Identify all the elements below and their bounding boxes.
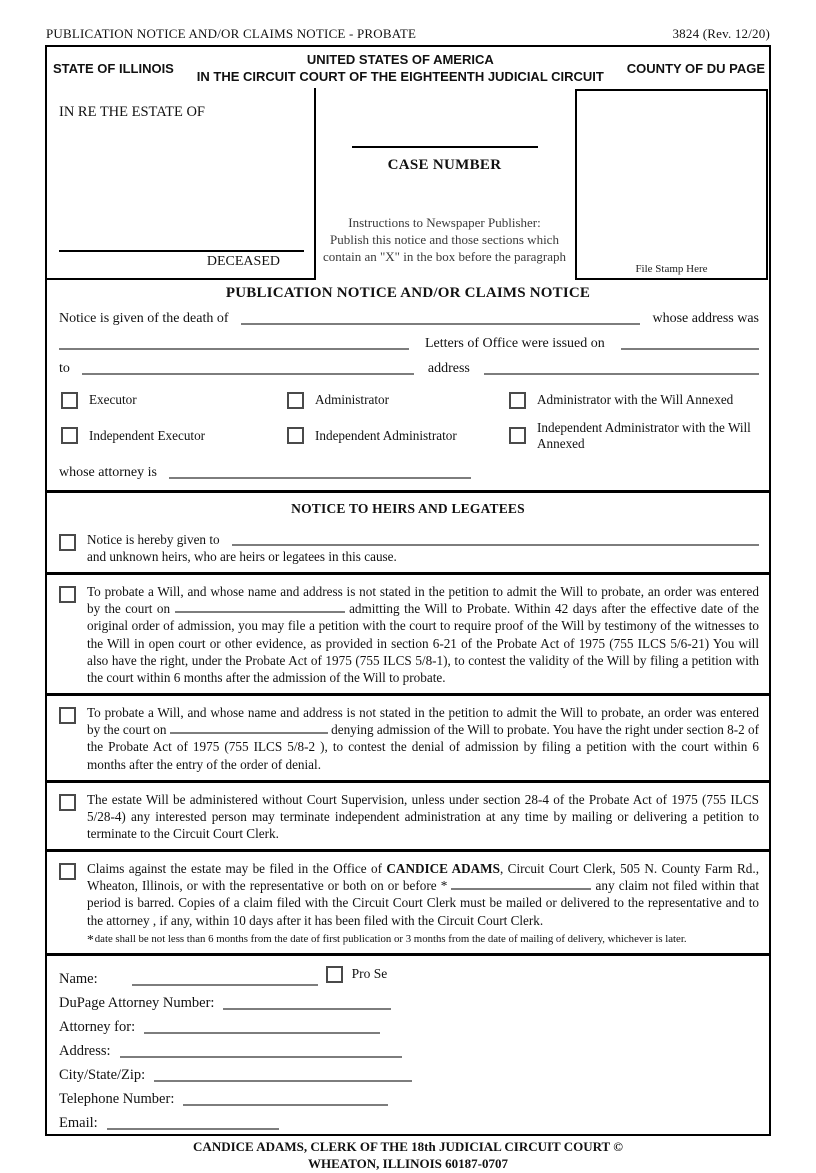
form-title-header: PUBLICATION NOTICE AND/OR CLAIMS NOTICE - PROBATE [46, 26, 417, 41]
section-divider [47, 849, 769, 852]
independent-administrator-will-annexed-checkbox[interactable] [509, 427, 526, 444]
issued-to-field[interactable] [82, 373, 414, 375]
telephone-row [59, 1091, 759, 1108]
pro-se-checkbox[interactable] [326, 966, 343, 983]
name-field[interactable] [132, 984, 318, 986]
publication-notice-title: PUBLICATION NOTICE AND/OR CLAIMS NOTICE [225, 284, 591, 301]
city-state-zip-field[interactable] [154, 1080, 412, 1082]
deny-post-text: denying admission of the Will to probate. You have the right under section 8-2 of the Probate Act of 1975 (755 ILCS 5/8-2 ), to contest the denial of admission by filing a petition with the court within 6 months after the entry of the order of denial. [87, 722, 759, 772]
pro-se-option [326, 966, 388, 983]
death-pre-label: Notice is given of the death of [59, 310, 229, 326]
letters-row [59, 336, 759, 352]
address-field[interactable] [120, 1056, 402, 1058]
footer-line2: WHEATON, ILLINOIS 60187-0707 [308, 1155, 508, 1171]
footer-line1: CANDICE ADAMS, CLERK OF THE 18th JUDICIAL CIRCUIT COURT © [193, 1138, 623, 1154]
letters-date-field[interactable] [621, 348, 759, 350]
supervision-text: The estate Will be administered without Court Supervision, unless under section 28-4 of the Probate Act of 1975 (755 ILCS 5/28-4) any interested person may terminate independent administration at any time by mailing or delivering a petition to terminate to the Circuit Court Clerk. [87, 791, 759, 841]
circuit-label: IN THE CIRCUIT COURT OF THE EIGHTEENTH JUDICIAL CIRCUIT [196, 68, 604, 84]
name-label: Name: [59, 970, 98, 987]
file-stamp-box [575, 89, 768, 280]
deny-will-checkbox[interactable] [59, 707, 76, 724]
claims-post-text: any claim not filed within that period is barred. Copies of a claim filed with the Circuit Court Clerk must be mailed or delivered to the representative and to the attorney , if any, within 10 days after it has been filed with the Circuit Court Clerk. [87, 878, 759, 928]
attorney-name-field[interactable] [169, 477, 471, 479]
section-divider [47, 693, 769, 696]
county-label: COUNTY OF DU PAGE [626, 61, 765, 77]
section-divider [47, 953, 769, 956]
letters-label: Letters of Office were issued on [425, 335, 605, 351]
heirs-title: NOTICE TO HEIRS AND LEGATEES [291, 500, 525, 516]
dupage-number-label: DuPage Attorney Number: [59, 994, 215, 1011]
to-label: to [59, 360, 70, 376]
claims-pre-text: Claims against the estate may be filed in the Office of [87, 861, 382, 877]
email-label: Email: [59, 1114, 98, 1131]
deny-will-paragraph [59, 704, 759, 773]
page-header [0, 0, 816, 45]
city-state-zip-row [59, 1067, 759, 1084]
deny-pre-text: To probate a Will, and whose name and address is not stated in the petition to admit the Will to probate, an order was entered by the court on [87, 705, 759, 738]
claims-footnote: *date shall be not less than 6 months from the date of first publication or 3 months from the date of mailing of delivery, whichever is later. [87, 931, 687, 947]
deceased-label: DECEASED [206, 253, 280, 269]
file-stamp-label: File Stamp Here [635, 262, 708, 275]
admit-post-text: admitting the Will to Probate. Within 42 days after the effective date of the original order of admission, you may file a petition with the court to require proof of the Will by testimony of the witnesses to the Will in open court or other evidence, as provided in section 6-21 of the Probate Act of 1975 (755 ILCS 5/6-21) You will also have the right, under the Probate Act of 1975 (755 ILCS 5/8-1), to contest the validity of the Will by filing a petition with the court within 6 months after the admission of the Will to probate. [87, 601, 760, 685]
role-label: Independent Administrator with the Will Annexed [537, 419, 751, 451]
estate-caption-box [47, 88, 316, 280]
dupage-number-row [59, 995, 759, 1012]
city-state-zip-label: City/State/Zip: [59, 1066, 146, 1083]
deny-date-field[interactable] [170, 721, 328, 734]
section-divider [47, 572, 769, 575]
administrator-will-annexed-checkbox[interactable] [509, 392, 526, 409]
telephone-field[interactable] [183, 1104, 388, 1106]
role-option [61, 392, 287, 409]
caption-row [47, 88, 769, 280]
administrator-checkbox[interactable] [287, 392, 304, 409]
name-row [59, 966, 759, 988]
court-title [174, 52, 627, 86]
role-label: Independent Administrator [315, 427, 457, 443]
heirs-notice-paragraph [59, 531, 759, 565]
admit-will-paragraph [59, 583, 759, 686]
death-notice-row [59, 311, 759, 327]
court-header [47, 47, 769, 88]
independent-executor-checkbox[interactable] [61, 427, 78, 444]
publisher-instructions: Instructions to Newspaper Publisher: Publish this notice and those sections which contain an "X" in the box before the paragraph [322, 214, 567, 265]
supervision-checkbox[interactable] [59, 794, 76, 811]
case-number-label: CASE NUMBER [387, 156, 502, 173]
file-stamp-area [573, 88, 769, 280]
supervision-paragraph [59, 791, 759, 842]
role-label: Independent Executor [89, 427, 206, 443]
address-field-1[interactable] [59, 348, 409, 350]
email-field[interactable] [107, 1128, 279, 1130]
role-label: Administrator [315, 392, 389, 408]
death-post-label: whose address was [652, 310, 759, 326]
nation-label: UNITED STATES OF AMERICA [306, 52, 494, 67]
clerk-footer [0, 1139, 816, 1173]
address-label: address [427, 360, 470, 376]
claims-mid-text: , Circuit Court Clerk, 505 N. County Farm Rd., Wheaton, Illinois, or with the representative or both on or before * [87, 861, 759, 894]
role-option [509, 392, 761, 409]
case-number-area [316, 88, 573, 280]
section-divider [47, 490, 769, 493]
form-number: 3824 (Rev. 12/20) [672, 26, 770, 41]
attorney-for-field[interactable] [144, 1032, 380, 1034]
claims-checkbox[interactable] [59, 863, 76, 880]
attorney-row [59, 465, 759, 481]
role-option [287, 392, 509, 409]
claims-date-field[interactable] [451, 877, 591, 890]
form-outer-box [45, 45, 771, 1136]
representative-address-field[interactable] [484, 373, 759, 375]
in-re-estate-label: IN RE THE ESTATE OF [59, 103, 205, 120]
admit-date-field[interactable] [175, 600, 345, 613]
dupage-number-field[interactable] [223, 1008, 391, 1010]
state-label: STATE OF ILLINOIS [53, 61, 174, 77]
role-label: Executor [89, 392, 137, 408]
email-row [59, 1115, 759, 1132]
telephone-label: Telephone Number: [59, 1090, 175, 1107]
decedent-name-field[interactable] [241, 323, 641, 325]
role-label: Administrator with the Will Annexed [537, 392, 734, 408]
admit-will-checkbox[interactable] [59, 586, 76, 603]
role-option [509, 420, 761, 452]
section-divider [47, 780, 769, 783]
claims-paragraph [59, 860, 759, 946]
clerk-name-text: CANDICE ADAMS [386, 861, 500, 877]
issued-to-row [59, 361, 759, 377]
heirs-names-field[interactable] [232, 544, 759, 546]
whose-attorney-label: whose attorney is [59, 464, 157, 480]
case-number-blank-line[interactable] [352, 146, 538, 148]
given-pre-label: Notice is hereby given to [87, 531, 220, 547]
executor-checkbox[interactable] [61, 392, 78, 409]
address-row-label: Address: [59, 1042, 111, 1059]
independent-administrator-checkbox[interactable] [287, 427, 304, 444]
representative-role-options [61, 392, 761, 452]
heirs-notice-checkbox[interactable] [59, 534, 76, 551]
attorney-for-label: Attorney for: [59, 1018, 136, 1035]
given-continuation: and unknown heirs, who are heirs or legatees in this cause. [87, 548, 397, 564]
admit-pre-text: To probate a Will, and whose name and address is not stated in the petition to admit the Will to probate, an order was entered by the court on [87, 584, 759, 617]
role-option [287, 420, 509, 452]
address-row [59, 1043, 759, 1060]
role-option [61, 420, 287, 452]
attorney-for-row [59, 1019, 759, 1036]
pro-se-label: Pro Se [351, 966, 388, 982]
